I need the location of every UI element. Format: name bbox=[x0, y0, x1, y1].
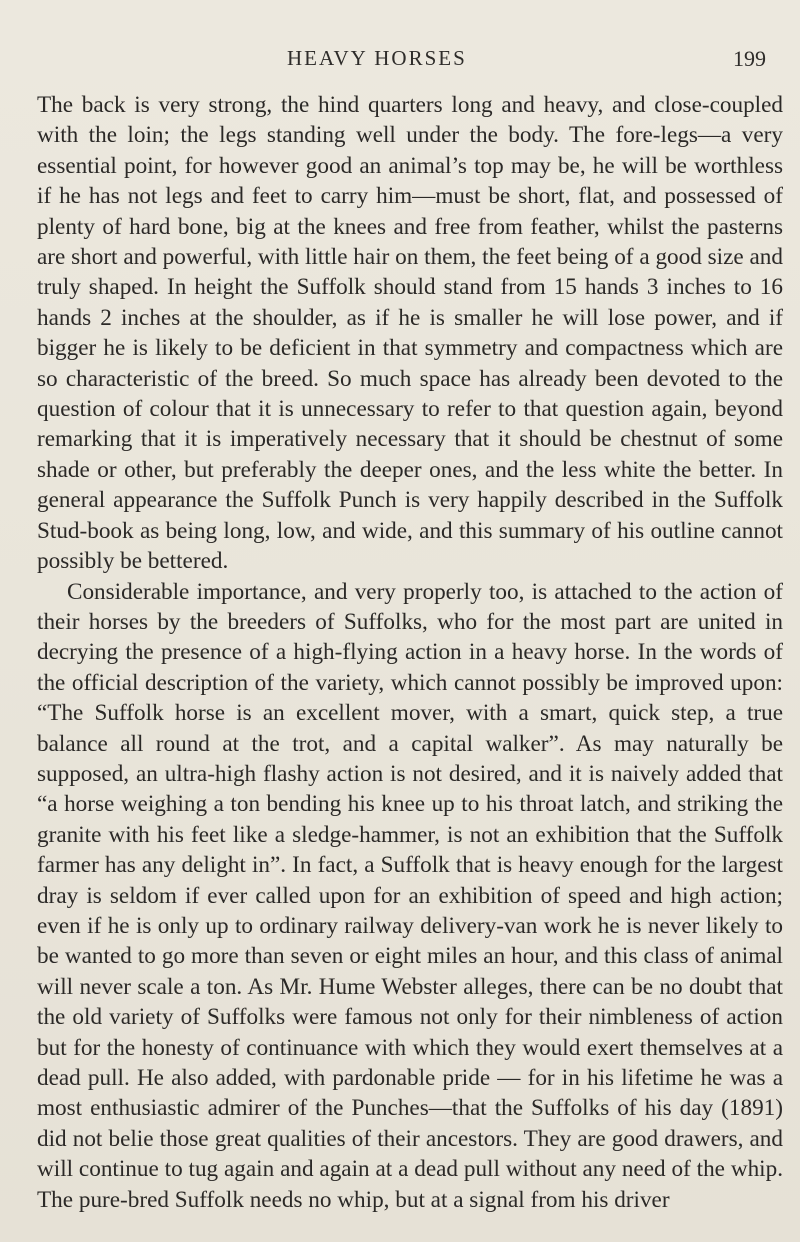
paragraph: Considerable importance, and very properly too, is attached to the action of their horses by the breeders of Suffolks, who for the most part are united in decrying the presence of a high-flying action in a heavy horse. In the words of the official description of the variety, which cannot possibly be improved upon: “The Suffolk horse is an excellent mover, with a smart, quick step, a true balance all round at the trot, and a capital walker”. As may naturally be supposed, an ultra-high flashy action is not desired, and it is naively added that “a horse weighing a ton bending his knee up to his throat latch, and striking the granite with his feet like a sledge-hammer, is not an exhibition that the Suffolk farmer has any delight in”. In fact, a Suffolk that is heavy enough for the largest dray is seldom if ever called upon for an exhibition of speed and high action; even if he is only up to ordinary railway delivery-van work he is never likely to be wanted to go more than seven or eight miles an hour, and this class of animal will never scale a ton. As Mr. Hume Webster alleges, there can be no doubt that the old variety of Suffolks were famous not only for their nimbleness of action but for the honesty of continuance with which they would exert themselves at a dead pull. He also added, with pardonable pride — for in his lifetime he was a most enthusiastic admirer of the Punches—that the Suffolks of his day (1891) did not belie those great qualities of their ancestors. They are good drawers, and will continue to tug again and again at a dead pull without any need of the whip. The pure-bred Suffolk needs no whip, but at a signal from his driver bbox=[37, 578, 783, 1213]
paragraph: The back is very strong, the hind quarters long and heavy, and close-coupled with the loin; the legs standing well under the body. The fore-legs—a very essential point, for however good an animal’s top may be, he will be worthless if he has not legs and feet to carry him—must be short, flat, and possessed of plenty of hard bone, big at the knees and free from feather, whilst the pasterns are short and powerful, with little hair on them, the feet being of a good size and truly shaped. In height the Suffolk should stand from 15 hands 3 inches to 16 hands 2 inches at the shoulder, as if he is smaller he will lose power, and if bigger he is likely to be deficient in that symmetry and compactness which are so characteristic of the breed. So much space has already been devoted to the question of colour that it is unnecessary to refer to that question again, beyond remarking that it is imperatively necessary that it should be chestnut of some shade or other, but preferably the deeper ones, and the less white the better. In general appearance the Suffolk Punch is very happily described in the Suffolk Stud-book as being long, low, and wide, and this summary of his outline cannot possibly be bettered. bbox=[37, 92, 783, 575]
page-number: 199 bbox=[733, 46, 766, 71]
body-text bbox=[37, 90, 783, 1215]
page-header bbox=[0, 46, 800, 76]
running-title: HEAVY HORSES bbox=[287, 46, 467, 70]
